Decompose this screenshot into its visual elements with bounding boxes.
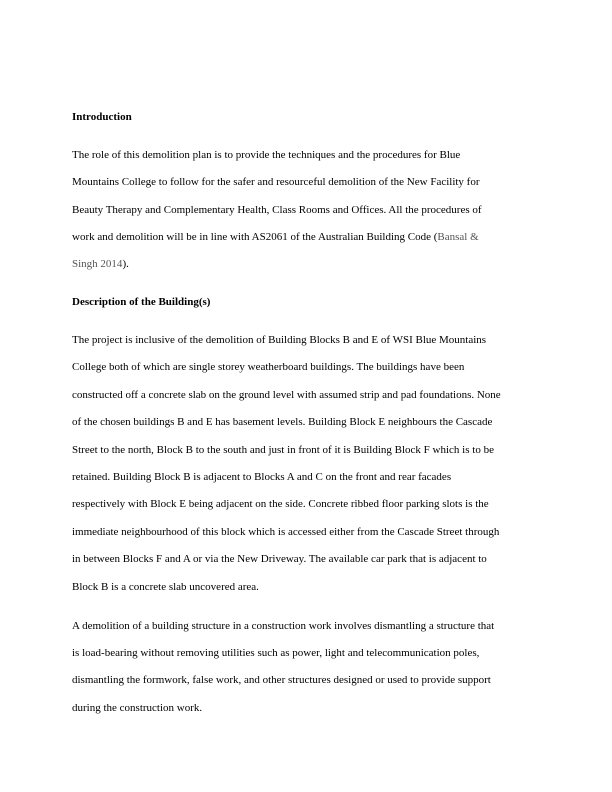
paragraph-line — [72, 257, 129, 271]
heading-description-of-buildings: Description of the Building(s) — [72, 296, 211, 308]
paragraph-line: dismantling the formwork, false work, and other structures designed or used to provide support — [72, 674, 491, 686]
paragraph-line: College both of which are single storey weatherboard buildings. The buildings have been — [72, 361, 465, 373]
paragraph-line-text: ). — [122, 258, 129, 270]
paragraph-line — [72, 230, 479, 244]
paragraph-line: The project is inclusive of the demolition of Building Blocks B and E of WSI Blue Mountains — [72, 334, 487, 346]
paragraph-line: respectively with Block E being adjacent on the side. Concrete ribbed floor parking slots is the — [72, 498, 489, 510]
paragraph-line: is load-bearing without removing utilities such as power, light and telecommunication poles, — [72, 647, 480, 659]
paragraph-line: retained. Building Block B is adjacent to Blocks A and C on the front and rear facades — [72, 471, 452, 483]
paragraph-line: Mountains College to follow for the safer and resourceful demolition of the New Facility for — [72, 176, 480, 188]
paragraph-line: Block B is a concrete slab uncovered area. — [72, 581, 259, 593]
paragraph-line: Beauty Therapy and Complementary Health, Class Rooms and Offices. All the procedures of — [72, 204, 482, 216]
paragraph-line: The role of this demolition plan is to provide the techniques and the procedures for Blue — [72, 149, 461, 161]
citation-year: Singh 2014 — [72, 258, 123, 270]
paragraph-line: of the chosen buildings B and E has basement levels. Building Block E neighbours the Cascade — [72, 416, 493, 428]
citation-author: Bansal & — [437, 231, 479, 243]
paragraph-line: during the construction work. — [72, 702, 203, 714]
heading-introduction: Introduction — [72, 111, 132, 123]
paragraph-line: in between Blocks F and A or via the New Driveway. The available car park that is adjacent to — [72, 553, 487, 565]
paragraph-line: A demolition of a building structure in a construction work involves dismantling a structure that — [72, 620, 495, 632]
paragraph-line: constructed off a concrete slab on the ground level with assumed strip and pad foundations. None — [72, 389, 501, 401]
paragraph-line: Street to the north, Block B to the south and just in front of it is Building Block F which is to be — [72, 444, 494, 456]
paragraph-line: immediate neighbourhood of this block which is accessed either from the Cascade Street through — [72, 526, 500, 538]
paragraph-line-text: work and demolition will be in line with AS2061 of the Australian Building Code ( — [72, 231, 438, 243]
